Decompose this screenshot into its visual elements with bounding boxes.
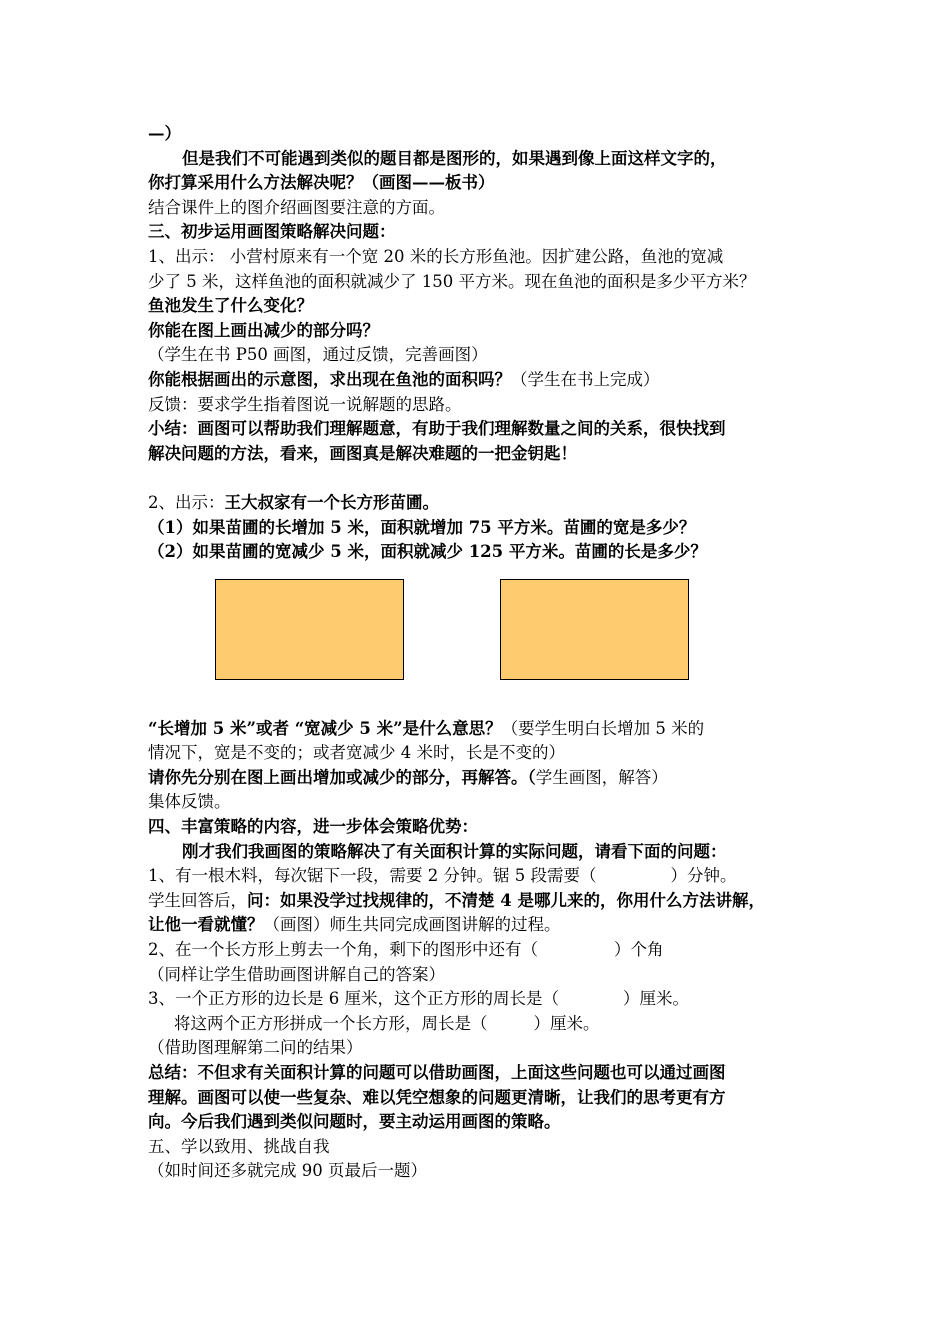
question-text: 让他一看就懂？ <box>148 915 264 935</box>
text-line <box>148 491 828 516</box>
text-line: 反馈：要求学生指着图说一说解题的思路。 <box>148 394 462 414</box>
text-line: 少了 5 米，这样鱼池的面积就减少了 150 平方米。现在鱼池的面积是多少平方米？ <box>148 271 756 291</box>
question-text: 问：如果没学过找规律的，不清楚 4 是哪儿来的，你用什么方法讲解， <box>247 890 765 910</box>
question-text: 3、一个正方形的边长是 6 厘米，这个正方形的周长是（ <box>148 989 559 1009</box>
question-text: 1、有一根木料，每次锯下一段，需要 2 分钟。锯 5 段需要（ <box>148 866 597 886</box>
garden-rectangle-2 <box>500 579 689 680</box>
text-line <box>148 913 828 938</box>
text-line <box>148 717 828 742</box>
text-line: （同样让学生借助画图讲解自己的答案） <box>148 964 445 984</box>
question-text: 将这两个正方形拼成一个长方形，周长是（ <box>174 1013 488 1033</box>
problem-part: （1）如果苗圃的长增加 5 米，面积就增加 75 平方米。苗圃的宽是多少？ <box>148 517 696 537</box>
text-line: 集体反馈。 <box>148 792 231 812</box>
text-line: （学生在书 P50 画图，通过反馈，完善画图） <box>148 345 488 365</box>
question-text: 请你先分别在图上画出增加或减少的部分，再解答。（ <box>148 767 536 787</box>
text-line <box>148 987 828 1012</box>
question-text: ）个角 <box>614 940 664 960</box>
question-text: ）厘米。 <box>623 989 689 1009</box>
summary-line: 向。今后我们遇到类似问题时，要主动运用画图的策略。 <box>148 1112 561 1132</box>
question-text: ）厘米。 <box>533 1013 600 1033</box>
text-line: —） <box>148 124 181 143</box>
text-line <box>148 938 828 963</box>
note-text: （要学生明白长增加 5 米的 <box>501 718 705 738</box>
section-heading: 三、初步运用画图策略解决问题： <box>148 222 396 242</box>
rectangle-diagrams <box>148 565 828 717</box>
question-text: ）分钟。 <box>670 866 737 886</box>
text-line: （如时间还多就完成 90 页最后一题） <box>148 1161 427 1181</box>
text-line <box>148 766 828 791</box>
note-text: 学生画图，解答） <box>535 767 668 787</box>
text-line <box>148 368 828 393</box>
blank-line <box>148 466 828 491</box>
summary-line: 小结：画图可以帮助我们理解题意，有助于我们理解数量之间的关系，很快找到 <box>148 419 726 439</box>
question-text: “长增加 5 米”或者 “宽减少 5 米”是什么意思？ <box>148 718 502 738</box>
garden-rectangle-1 <box>215 579 404 680</box>
note-text: 学生回答后， <box>148 890 247 910</box>
note-text: （学生在书上完成） <box>511 369 660 389</box>
text-line: 1、出示： 小营村原来有一个宽 20 米的长方形鱼池。因扩建公路，鱼池的宽减 <box>148 246 724 266</box>
text-line: 结合课件上的图介绍画图要注意的方面。 <box>148 197 445 217</box>
text-line: 你打算采用什么方法解决呢？（画图——板书） <box>148 173 495 193</box>
text-line: 但是我们不可能遇到类似的题目都是图形的，如果遇到像上面这样文字的， <box>182 148 727 168</box>
document-body <box>148 122 828 1184</box>
text-line: 鱼池发生了什么变化？ <box>148 296 313 316</box>
text-line <box>148 1012 828 1037</box>
summary-line: 解决问题的方法，看来，画图真是解决难题的一把金钥匙！ <box>148 443 577 463</box>
text-line <box>148 864 828 889</box>
note-text: （画图）师生共同完成画图讲解的过程。 <box>263 915 561 935</box>
summary-line: 总结：不但求有关面积计算的问题可以借助画图，上面这些问题也可以通过画图 <box>148 1063 726 1082</box>
text-line: （借助图理解第二问的结果） <box>148 1038 363 1058</box>
section-heading: 五、学以致用、挑战自我 <box>148 1136 330 1156</box>
question-text: 你能根据画出的示意图，求出现在鱼池的面积吗？ <box>148 369 511 389</box>
question-text: 2、在一个长方形上剪去一个角，剩下的图形中还有（ <box>148 940 538 960</box>
label-text: 2、出示： <box>148 492 225 512</box>
text-line: 刚才我们我画图的策略解决了有关面积计算的实际问题，请看下面的问题： <box>182 841 727 861</box>
text-line <box>148 889 828 914</box>
summary-line: 理解。画图可以使一些复杂、难以凭空想象的问题更清晰，让我们的思考更有方 <box>148 1087 726 1107</box>
problem-part: （2）如果苗圃的宽减少 5 米，面积就减少 125 平方米。苗圃的长是多少？ <box>148 542 707 562</box>
text-line: 情况下，宽是不变的；或者宽减少 4 米时，长是不变的） <box>148 743 565 763</box>
section-heading: 四、丰富策略的内容，进一步体会策略优势： <box>148 817 478 837</box>
problem-text: 王大叔家有一个长方形苗圃。 <box>224 492 439 512</box>
text-line: 你能在图上画出减少的部分吗？ <box>148 320 379 340</box>
